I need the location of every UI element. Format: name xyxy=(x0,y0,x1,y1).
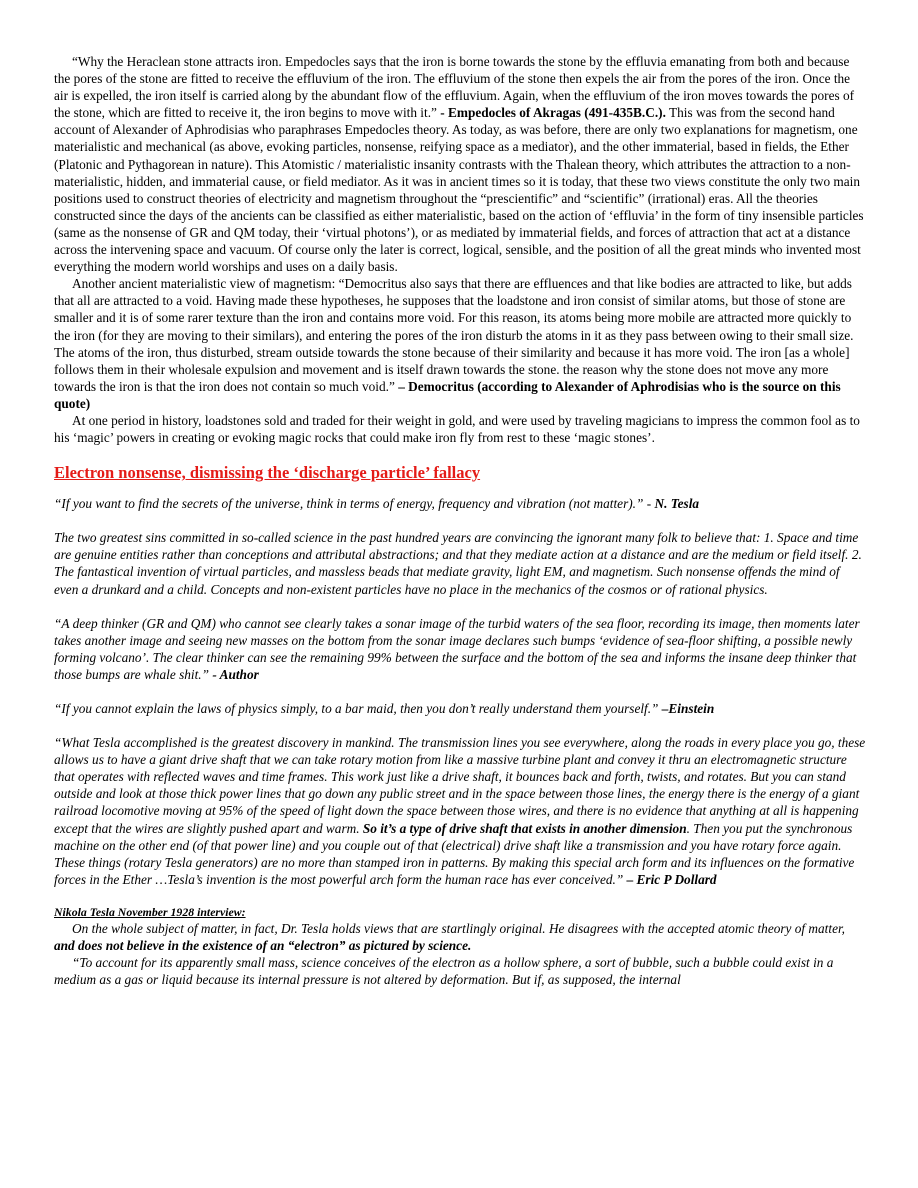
section-heading: Electron nonsense, dismissing the ‘discharge particle’ fallacy xyxy=(54,463,481,483)
para-text: Another ancient materialistic view of magnetism: “Democritus also says that there are effluences and that like bodies are attracted to like, but adds that all are attracted to a void. Having made these hypotheses, he supposes that the loadstone and iron consist of similar atoms, but those of stone are smaller and it is of some rarer texture than the iron and contains more void. For this reason, its atoms being more mobile are attracted more quickly to the iron (for they are moving to their similars), and entering the pores of the iron disturb the atoms in it as they pass between owing to their small size. The atoms of the iron, thus disturbed, stream outside towards the stone because of their similarity and because it has more void. The iron [as a whole] follows them in their wholesale expulsion and movement and is itself drawn towards the stone. the reason why the stone does not move any more towards the iron is that the iron does not contain so much void.” xyxy=(54,276,854,394)
quote-einstein xyxy=(54,700,866,717)
para-emphasis: and does not believe in the existence of an “electron” as pictured by science. xyxy=(54,938,472,954)
quote-emphasis: So it’s a type of drive shaft that exists in another dimension xyxy=(362,820,687,836)
document-page xyxy=(54,53,866,988)
paragraph-democritus xyxy=(54,275,866,412)
para-text-continued: This was from the second hand account of Alexander of Aphrodisias who paraphrases Empedocles theory. As today, as was before, there are only two explanations for magnetism, one materialistic and mechanical (as above, evoking particles, nonsense, reifying space as a mediator), and the other immaterial, based in fields, the Ether (Platonic and Pythagorean in nature). This Atomistic / materialistic insanity contrasts with the Thalean theory, which attributes the attraction to a non-materialistic, hidden, and immaterial cause, or field mediator. As it was in ancient times so it is today, that these two views constitute the only two main positions used to construct theories of electricity and magnetism throughout the “prescientific” and “scientific” (irrational) eras. All the theories constructed since the days of the ancients can be classified as either materialistic, based on the action of ‘effluvia’ in the form of tiny insensible particles (same as the nonsense of GR and QM today, their ‘virtual photons’), or as mediated by immaterial fields, and forces of attraction that act at a distance across the intervening space and vacuum. Of course only the later is correct, logical, sensible, and the position of all the great minds who invented most everything the modern world worships and uses on a daily basis. xyxy=(54,105,864,275)
quote-dollard xyxy=(54,734,866,888)
attribution-empedocles: - Empedocles of Akragas (491-435B.C.). xyxy=(440,105,666,121)
quote-attribution: N. Tesla xyxy=(654,496,700,512)
quote-text-continued: . Then you put the synchronous machine on the other end (of that power line) and you couple out of that (electrical) drive shaft like a transmission and you have rotary force again. These things (rotary Tesla generators) are no more than stamped iron in patterns. By making this special arch form and its influences on the formative forces in the Ether …Tesla’s invention is the most powerful arch form the human race has ever conceived.” xyxy=(54,820,855,887)
quote-text: “A deep thinker (GR and QM) who cannot see clearly takes a sonar image of the turbid waters of the sea floor, recording its image, then moments later takes another image and seeing new masses on the bottom from the sonar image declares such bumps ‘evidence of sea-floor shifting, a possible newly forming volcano’. The clear thinker can see the remaining 99% between the surface and the bottom of the sea and informs the insane deep thinker that those bumps are whale shit.” xyxy=(54,615,860,682)
quote-attribution: –Einstein xyxy=(661,701,715,716)
para-text: “To account for its apparently small mass, science conceives of the electron as a hollow sphere, a sort of bubble, such a bubble could exist in a medium as a gas or liquid because its internal pressure is not altered by deformation. But if, as supposed, the internal xyxy=(54,955,834,988)
interview-paragraph-1 xyxy=(54,920,866,954)
para-text: The two greatest sins committed in so-called science in the past hundred years are convincing the ignorant many folk to believe that: 1. Space and time are genuine entities rather than conceptions and attributal abstractions; and that they mediate action at a distance and are the medium or field itself. 2. The fantastical invention of virtual particles, and massless beads that mediate gravity, light EM, and magnetism. Such nonsense offends the mind of even a drunkard and a child. Concepts and non-existent particles have no place in the mechanics of the cosmos or of rational physics. xyxy=(54,530,862,597)
para-text: At one period in history, loadstones sold and traded for their weight in gold, and were used by traveling magicians to impress the common fool as to his ‘magic’ powers in creating or evoking magic rocks that could make iron fly from rest to these ‘magic stones’. xyxy=(54,412,860,446)
interview-paragraph-2 xyxy=(54,954,866,988)
quote-text: “If you want to find the secrets of the universe, think in terms of energy, frequency and vibration (not matter).” - xyxy=(54,496,655,512)
paragraph-loadstones xyxy=(54,412,866,446)
attribution-democritus: – Democritus (according to Alexander of Aphrodisias who is the source on this quote) xyxy=(54,378,841,411)
interview-heading: Nikola Tesla November 1928 interview: xyxy=(54,904,246,919)
para-text: On the whole subject of matter, in fact, Dr. Tesla holds views that are startlingly original. He disagrees with the accepted atomic theory of matter, xyxy=(72,920,845,936)
quote-tesla xyxy=(54,495,866,512)
paragraph-two-sins xyxy=(54,529,866,597)
quote-text: “If you cannot explain the laws of physics simply, to a bar maid, then you don’t really understand them yourself.” xyxy=(54,701,662,716)
quote-attribution: - Author xyxy=(212,666,259,682)
paragraph-empedocles xyxy=(54,53,866,275)
para-text: “Why the Heraclean stone attracts iron. Empedocles says that the iron is borne towards the stone by the effluvia emanating from both and because the pores of the stone are fitted to receive the effluvium of the iron. The effluvium of the stone then expels the air from the pores of the iron. Once the air is expelled, the iron itself is carried along by the abundant flow of the effluvium. Again, when the effluvium of the iron moves towards the pores of the stone, which are fitted to receive it, the iron begins to move with it.” xyxy=(54,54,855,121)
quote-deep-thinker xyxy=(54,615,866,683)
quote-text: “What Tesla accomplished is the greatest discovery in mankind. The transmission lines you see everywhere, along the roads in every place you go, these allows us to have a giant drive shaft that we can take rotary motion from like a massive turbine plant and convey it thru an electromagnetic structure that operates with reflected waves and time frames. This work just like a drive shaft, it bounces back and forth, twists, and rotates. But you can stand outside and look at those thick power lines that go down any public street and in the space between those lines, the energy there is the energy of a giant railroad locomotive moving at 95% of the speed of light down the space between those wires, and there is no evidence that anything at all is happening except that the wires are slightly pushed apart and warm. xyxy=(54,735,866,836)
quote-attribution: – Eric P Dollard xyxy=(626,871,717,887)
